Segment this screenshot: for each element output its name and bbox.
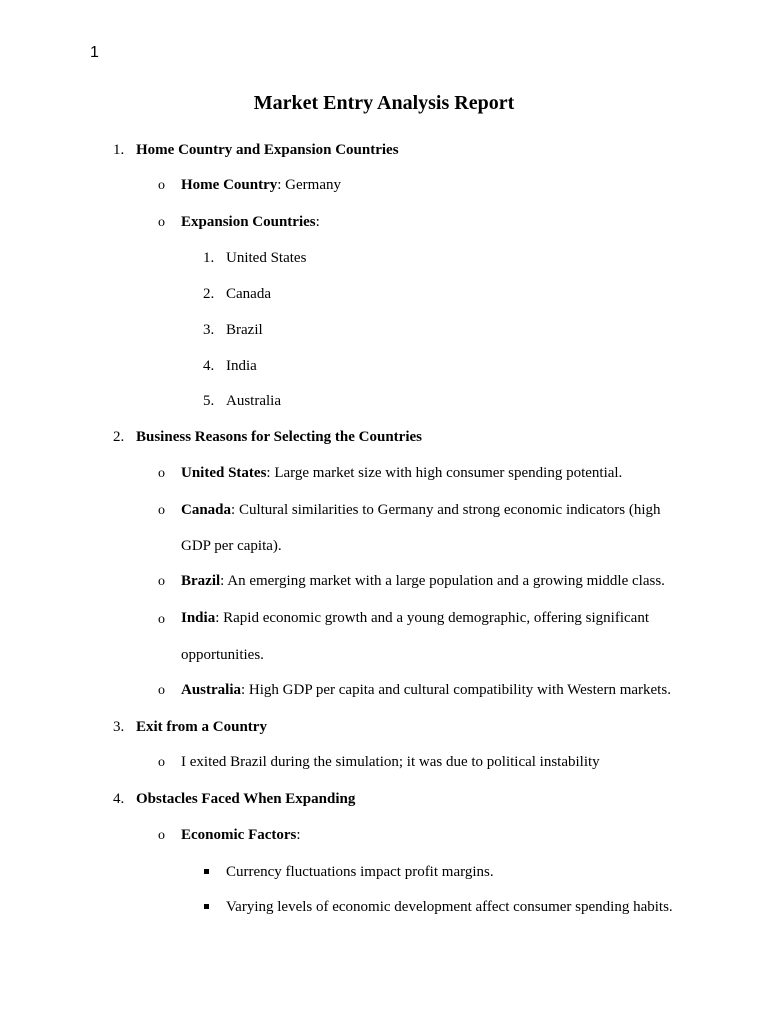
list-item-continuation: opportunities. — [181, 647, 264, 663]
section-heading: Business Reasons for Selecting the Countries — [136, 429, 422, 445]
page-number: 1 — [90, 44, 99, 61]
hollow-bullet-icon: o — [158, 828, 165, 843]
country-number: 4. — [203, 358, 215, 374]
section-heading: Obstacles Faced When Expanding — [136, 791, 356, 807]
country-number: 5. — [203, 393, 215, 409]
country-name: India — [226, 358, 257, 374]
section-heading: Home Country and Expansion Countries — [136, 142, 399, 158]
square-bullet-icon — [204, 869, 209, 874]
list-item: Economic Factors: — [181, 827, 301, 843]
hollow-bullet-icon: o — [158, 466, 165, 481]
country-number: 1. — [203, 250, 215, 266]
country-name: Canada — [226, 286, 271, 302]
country-name: Brazil — [226, 322, 263, 338]
hollow-bullet-icon: o — [158, 503, 165, 518]
list-item: Brazil: An emerging market with a large population and a growing middle class. — [181, 573, 665, 589]
section-number: 4. — [113, 791, 125, 807]
hollow-bullet-icon: o — [158, 683, 165, 698]
section-heading: Exit from a Country — [136, 719, 267, 735]
hollow-bullet-icon: o — [158, 178, 165, 193]
list-item: Expansion Countries: — [181, 214, 320, 230]
list-item: Australia: High GDP per capita and cultural compatibility with Western markets. — [181, 682, 671, 698]
hollow-bullet-icon: o — [158, 755, 165, 770]
hollow-bullet-icon: o — [158, 215, 165, 230]
list-item: I exited Brazil during the simulation; it was due to political instability — [181, 754, 600, 770]
document-title: Market Entry Analysis Report — [253, 92, 515, 114]
country-name: United States — [226, 250, 307, 266]
list-item-continuation: GDP per capita). — [181, 538, 282, 554]
country-name: Australia — [226, 393, 281, 409]
list-item: Canada: Cultural similarities to Germany and strong economic indicators (high — [181, 502, 661, 518]
sub-list-item: Currency fluctuations impact profit margins. — [226, 864, 494, 880]
list-item: United States: Large market size with high consumer spending potential. — [181, 465, 623, 481]
country-number: 2. — [203, 286, 215, 302]
list-item: India: Rapid economic growth and a young demographic, offering significant — [181, 610, 649, 626]
hollow-bullet-icon: o — [158, 574, 165, 589]
hollow-bullet-icon: o — [158, 612, 165, 627]
section-number: 2. — [113, 429, 125, 445]
section-number: 1. — [113, 142, 125, 158]
sub-list-item: Varying levels of economic development affect consumer spending habits. — [226, 899, 673, 915]
list-item: Home Country: Germany — [181, 177, 341, 193]
square-bullet-icon — [204, 904, 209, 909]
section-number: 3. — [113, 719, 125, 735]
country-number: 3. — [203, 322, 215, 338]
